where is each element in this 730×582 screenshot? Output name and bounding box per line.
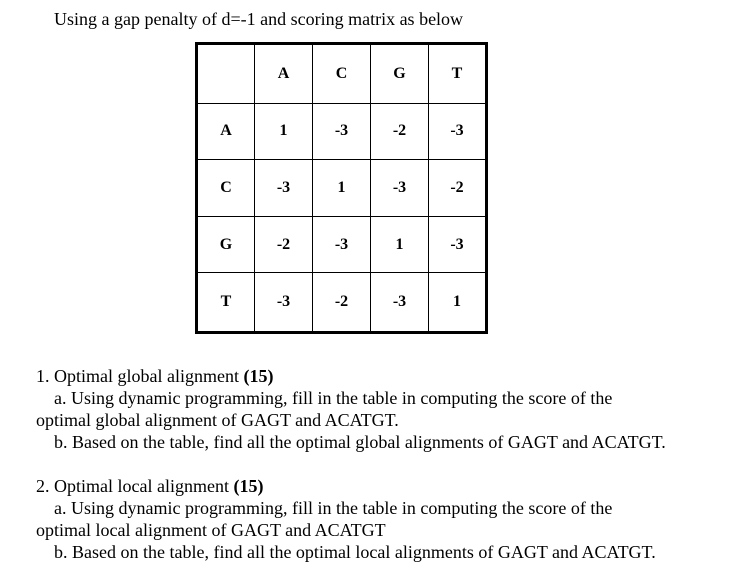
row-header-a: A	[197, 103, 255, 160]
question-title: 1. Optimal global alignment (15)	[36, 366, 274, 386]
column-header-c: C	[313, 44, 371, 104]
questions-section	[36, 365, 666, 563]
matrix-row-g	[197, 216, 487, 273]
part-b-text: b. Based on the table, find all the optimal local alignments of GAGT and ACATGT.	[54, 542, 656, 562]
matrix-cell: -3	[313, 103, 371, 160]
part-a-continuation: optimal local alignment of GAGT and ACATGT	[36, 520, 386, 540]
matrix-cell: -3	[371, 273, 429, 333]
matrix-cell: -3	[429, 216, 487, 273]
column-header-a: A	[255, 44, 313, 104]
question-title: 2. Optimal local alignment (15)	[36, 476, 264, 496]
column-header-t: T	[429, 44, 487, 104]
matrix-cell: 1	[429, 273, 487, 333]
matrix-cell: 1	[313, 160, 371, 217]
matrix-header-row	[197, 44, 487, 104]
row-header-c: C	[197, 160, 255, 217]
intro-text: Using a gap penalty of d=-1 and scoring matrix as below	[54, 9, 464, 29]
row-header-g: G	[197, 216, 255, 273]
matrix-cell: -3	[255, 160, 313, 217]
question-global-alignment	[36, 365, 666, 453]
column-header-g: G	[371, 44, 429, 104]
matrix-cell: 1	[371, 216, 429, 273]
row-header-t: T	[197, 273, 255, 333]
points-label: (15)	[243, 366, 274, 386]
matrix-corner-cell	[197, 44, 255, 104]
part-a-continuation: optimal global alignment of GAGT and ACATGT.	[36, 410, 399, 430]
matrix-cell: -2	[371, 103, 429, 160]
part-b-text: b. Based on the table, find all the optimal global alignments of GAGT and ACATGT.	[54, 432, 666, 452]
matrix-cell: -3	[371, 160, 429, 217]
part-a-text: a. Using dynamic programming, fill in the table in computing the score of the	[54, 388, 613, 408]
matrix-cell: -3	[313, 216, 371, 273]
part-a-text: a. Using dynamic programming, fill in the table in computing the score of the	[54, 498, 613, 518]
matrix-cell: -2	[429, 160, 487, 217]
matrix-row-t	[197, 273, 487, 333]
matrix-row-a	[197, 103, 487, 160]
matrix-cell: -2	[255, 216, 313, 273]
matrix-cell: -3	[255, 273, 313, 333]
points-label: (15)	[233, 476, 264, 496]
matrix-cell: -3	[429, 103, 487, 160]
matrix-cell: 1	[255, 103, 313, 160]
matrix-row-c	[197, 160, 487, 217]
matrix-cell: -2	[313, 273, 371, 333]
scoring-matrix	[195, 42, 488, 334]
question-local-alignment	[36, 475, 666, 563]
